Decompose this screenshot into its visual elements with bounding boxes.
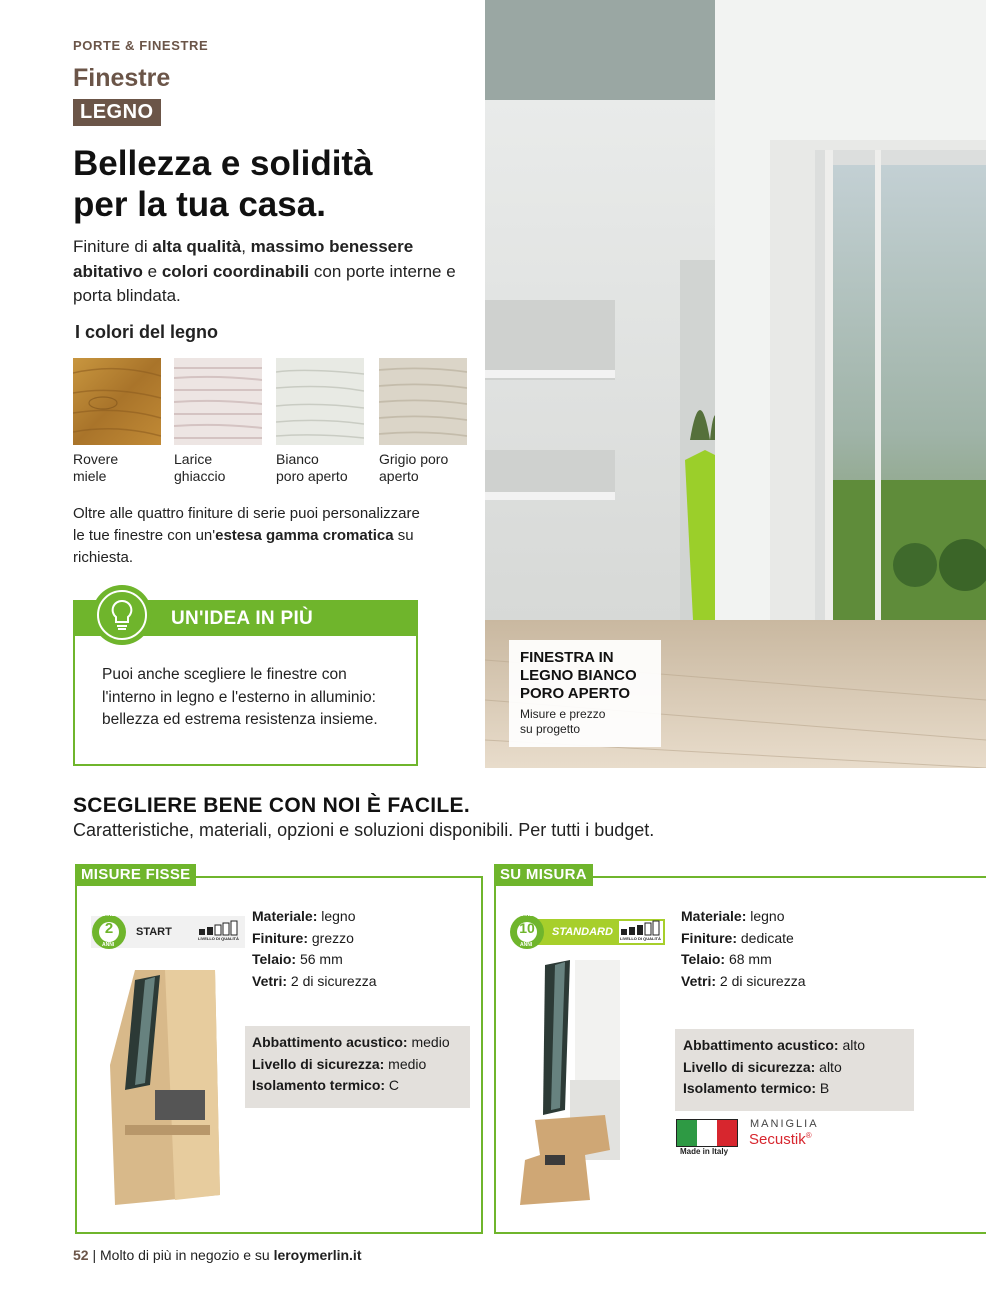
- wood-swatch-image: [174, 358, 262, 445]
- warranty-word: GARANZIA: [93, 912, 120, 918]
- caption-line: LEGNO BIANCO: [520, 667, 637, 684]
- footer-site-link[interactable]: leroymerlin.it: [273, 1247, 362, 1263]
- intro-text: ,: [241, 237, 251, 256]
- perf-row: [683, 1035, 914, 1057]
- brand-name: Secustik: [749, 1131, 806, 1148]
- caption-sub-line: Misure e prezzo: [520, 707, 606, 721]
- extra-bold: estesa gamma cromatica: [215, 527, 394, 544]
- warranty-unit: ANNI: [102, 942, 115, 948]
- card-tab: MISURE FISSE: [75, 864, 196, 886]
- perf-value: alto: [815, 1058, 842, 1075]
- headline: [73, 143, 473, 225]
- caption-line: FINESTRA IN: [520, 649, 614, 666]
- swatch-label-line: Rovere: [73, 451, 119, 467]
- card-tab: SU MISURA: [494, 864, 593, 886]
- lightbulb-icon: [92, 585, 152, 645]
- extra-paragraph: [73, 503, 423, 569]
- spec-value: 68 mm: [725, 951, 772, 968]
- choose-title: SCEGLIERE BENE CON NOI È FACILE.: [73, 794, 470, 817]
- extra-text: su richiesta.: [73, 527, 414, 566]
- brand-prefix: MANIGLIA: [750, 1118, 819, 1130]
- caption-subtitle: [520, 707, 605, 737]
- perf-row: [683, 1057, 914, 1079]
- idea-text: Puoi anche scegliere le finestre con l'interno in legno e l'esterno in alluminio: bellezza ed estrema resistenza insieme.: [102, 666, 378, 728]
- swatch-label: [73, 451, 168, 485]
- spec-row: [681, 949, 806, 971]
- page-number: 52: [73, 1247, 89, 1263]
- wood-frame-profile-image: [515, 960, 625, 1210]
- swatch-bianco-poro-aperto: [276, 358, 364, 445]
- perf-key: Isolamento termico:: [252, 1077, 386, 1094]
- footer-separator: |: [92, 1247, 97, 1263]
- spec-key: Vetri:: [252, 973, 288, 990]
- wood-frame-profile-image: [105, 965, 225, 1210]
- perf-row: [683, 1078, 914, 1100]
- perf-value: B: [816, 1080, 830, 1097]
- caption-title: [520, 649, 637, 703]
- material-badge: LEGNO: [73, 99, 161, 126]
- caption-line: PORO APERTO: [520, 685, 631, 702]
- made-in-italy-label: Made in Italy: [680, 1147, 729, 1156]
- perf-value: medio: [407, 1034, 450, 1050]
- wood-colors-title: I colori del legno: [75, 322, 219, 342]
- warranty-years: 2: [104, 920, 114, 937]
- photo-caption: [509, 640, 661, 747]
- performance-panel: [675, 1029, 914, 1111]
- quality-level-caption: LIVELLO DI QUALITÀ: [620, 936, 661, 941]
- spec-value: 2 di sicurezza: [716, 973, 806, 990]
- intro-bold: colori coordinabili: [161, 261, 310, 281]
- spec-row: [252, 928, 377, 950]
- spec-key: Finiture:: [252, 929, 308, 946]
- brand-mark: ®: [805, 1131, 812, 1140]
- spec-key: Vetri:: [681, 973, 717, 990]
- spec-value: 56 mm: [296, 951, 343, 968]
- spec-row: [252, 949, 377, 971]
- headline-line-1: Bellezza e solidità: [73, 144, 373, 183]
- perf-row: [252, 1032, 470, 1054]
- swatch-label-line: ghiaccio: [174, 468, 226, 484]
- perf-value: medio: [384, 1055, 427, 1072]
- footer-text: Molto di più in negozio e su: [96, 1247, 274, 1263]
- perf-key: Livello di sicurezza:: [683, 1058, 816, 1075]
- choose-subtitle: Caratteristiche, materiali, opzioni e soluzioni disponibili. Per tutti i budget.: [73, 820, 655, 840]
- spec-value: dedicate: [737, 929, 794, 946]
- swatch-label: [276, 451, 371, 485]
- quality-level-label: START: [136, 926, 172, 938]
- spec-key: Materiale:: [252, 908, 318, 924]
- warranty-years: 10: [519, 920, 535, 936]
- spec-key: Telaio:: [252, 951, 297, 968]
- perf-key: Abbattimento acustico:: [252, 1034, 408, 1050]
- section-kicker: PORTE & FINESTRE: [73, 38, 209, 53]
- warranty-word: GARANZIA: [511, 912, 538, 918]
- swatch-larice-ghiaccio: [174, 358, 262, 445]
- swatch-label: [379, 451, 474, 485]
- specs-list: [252, 906, 377, 993]
- spec-row: [252, 906, 377, 928]
- spec-row: [681, 906, 806, 928]
- perf-row: [252, 1054, 470, 1076]
- perf-row: [252, 1075, 470, 1097]
- caption-sub-line: su progetto: [520, 722, 581, 736]
- spec-value: grezzo: [308, 929, 354, 946]
- wood-swatch-image: [379, 358, 467, 445]
- intro-paragraph: [73, 235, 483, 309]
- perf-key: Abbattimento acustico:: [683, 1037, 839, 1053]
- swatch-label-line: poro aperto: [276, 468, 348, 484]
- spec-value: legno: [746, 908, 785, 924]
- spec-key: Telaio:: [681, 951, 726, 968]
- extra-text: Oltre alle quattro finiture di serie puoi personalizzare le tue finestre con un': [73, 505, 420, 544]
- wood-swatch-image: [73, 358, 161, 445]
- swatch-label: [174, 451, 269, 485]
- intro-bold: massimo benessere abitativo: [73, 237, 414, 281]
- brand-logo: [749, 1131, 812, 1148]
- swatch-label-line: Bianco: [276, 451, 319, 467]
- perf-value: C: [385, 1077, 400, 1094]
- section-title: Finestre: [73, 64, 171, 92]
- perf-key: Livello di sicurezza:: [252, 1055, 385, 1072]
- spec-row: [681, 928, 806, 950]
- intro-text: e: [142, 261, 162, 281]
- headline-line-2: per la tua casa.: [73, 185, 326, 224]
- spec-row: [252, 971, 377, 993]
- spec-row: [681, 971, 806, 993]
- spec-value: legno: [317, 908, 356, 924]
- warranty-unit: ANNI: [520, 942, 533, 948]
- wood-swatch-image: [276, 358, 364, 445]
- swatch-grigio-poro-aperto: [379, 358, 467, 445]
- quality-level-label: STANDARD: [552, 926, 613, 938]
- swatch-label-line: miele: [73, 468, 107, 484]
- swatch-label-line: aperto: [379, 468, 419, 484]
- intro-bold: alta qualità: [152, 237, 242, 256]
- intro-text: con porte interne e porta blindata.: [73, 261, 456, 305]
- idea-title: UN'IDEA IN PIÙ: [171, 608, 314, 629]
- swatch-rovere-miele: [73, 358, 161, 445]
- perf-value: alto: [838, 1037, 866, 1053]
- page-footer: [73, 1247, 361, 1263]
- spec-value: 2 di sicurezza: [287, 973, 377, 990]
- performance-panel: [245, 1026, 470, 1108]
- swatch-label-line: Grigio poro: [379, 451, 449, 467]
- intro-text: Finiture di: [73, 237, 153, 256]
- idea-box: [73, 600, 418, 766]
- quality-level-caption: LIVELLO DI QUALITÀ: [198, 936, 239, 941]
- swatch-label-line: Larice: [174, 451, 213, 467]
- spec-key: Materiale:: [681, 908, 747, 924]
- perf-key: Isolamento termico:: [683, 1080, 817, 1097]
- spec-key: Finiture:: [681, 929, 737, 946]
- specs-list: [681, 906, 806, 993]
